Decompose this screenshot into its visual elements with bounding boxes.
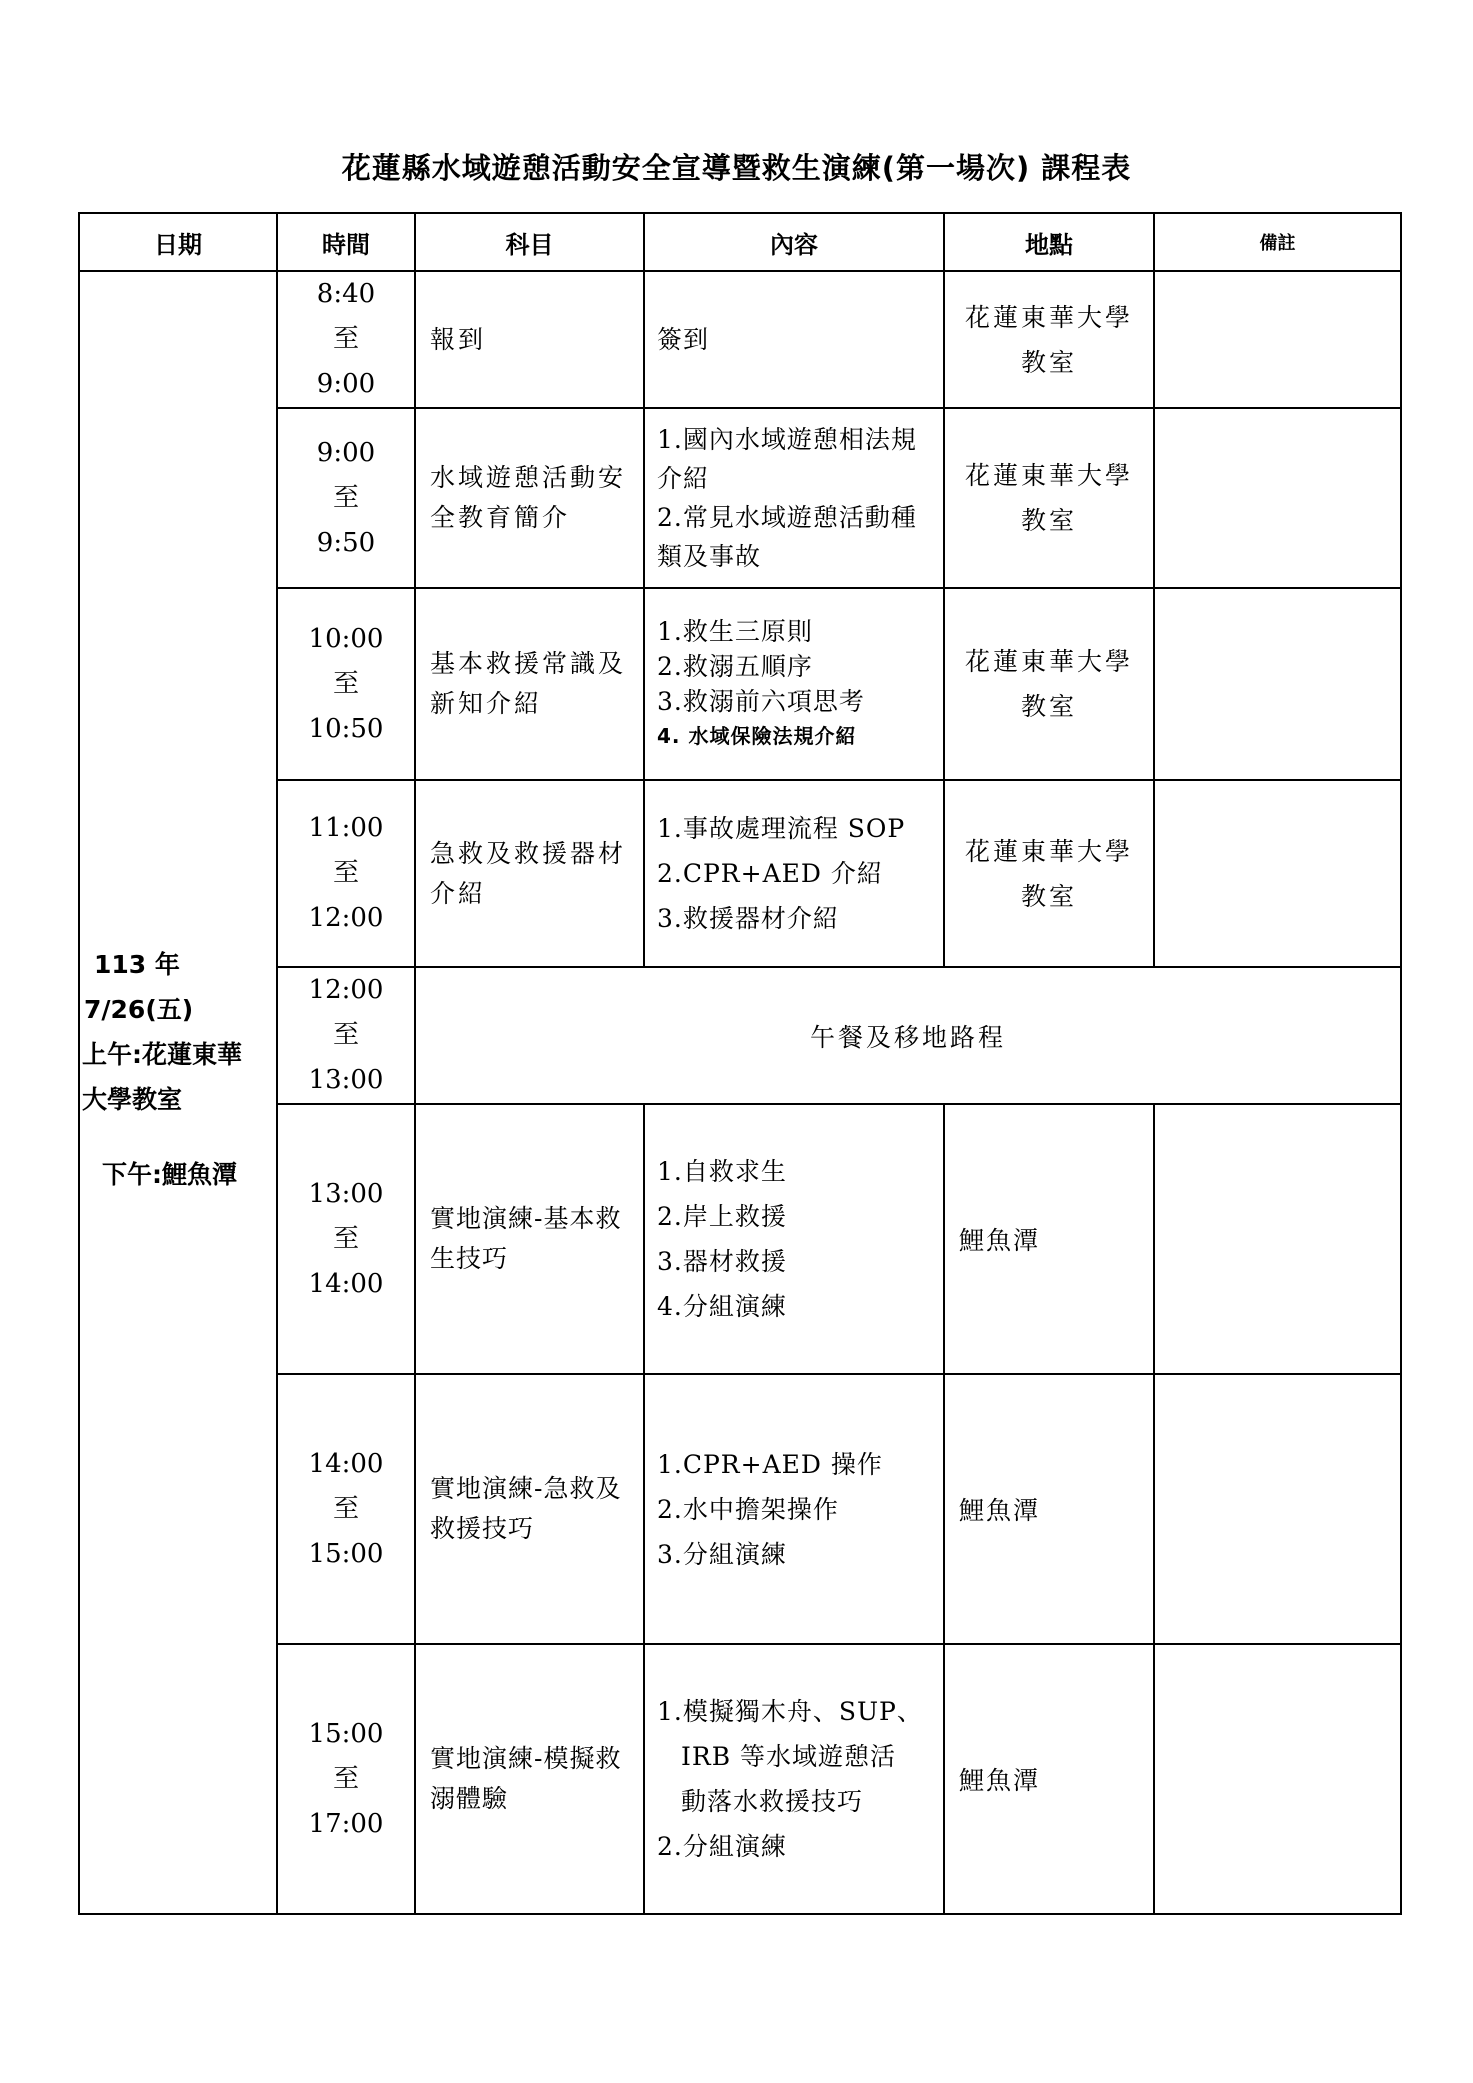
subject-cell: 實地演練-基本救生技巧 bbox=[415, 1104, 644, 1374]
time-end: 10:50 bbox=[308, 713, 384, 744]
content-cell bbox=[644, 1644, 944, 1914]
location-line1: 花蓮東華大學 bbox=[964, 461, 1133, 490]
content-item: 2.岸上救援 bbox=[657, 1202, 787, 1231]
content-item: 4. 水域保險法規介紹 bbox=[657, 724, 857, 748]
date-day: 7/26(五) bbox=[84, 995, 194, 1024]
location-line1: 花蓮東華大學 bbox=[964, 836, 1133, 866]
subject-cell: 急救及救援器材介紹 bbox=[415, 780, 644, 967]
time-end: 9:50 bbox=[316, 527, 376, 558]
table-row bbox=[79, 408, 1401, 588]
time-start: 12:00 bbox=[308, 975, 384, 1005]
table-row bbox=[79, 588, 1401, 780]
content-item: 1.CPR+AED 操作 bbox=[657, 1449, 883, 1479]
content-cell bbox=[644, 1104, 944, 1374]
note-cell bbox=[1154, 408, 1401, 588]
header-row bbox=[79, 213, 1401, 271]
time-start: 11:00 bbox=[308, 813, 384, 843]
time-end: 17:00 bbox=[308, 1808, 384, 1839]
time-cell bbox=[277, 780, 415, 967]
time-end: 15:00 bbox=[308, 1538, 384, 1569]
time-separator: 至 bbox=[332, 1493, 359, 1524]
time-start: 10:00 bbox=[308, 623, 384, 654]
location-cell bbox=[944, 780, 1154, 967]
content-item: 3.救援器材介紹 bbox=[657, 904, 839, 933]
content-cell bbox=[644, 271, 944, 408]
location-cell: 鯉魚潭 bbox=[944, 1104, 1154, 1374]
time-end: 9:00 bbox=[316, 369, 376, 399]
content-cell bbox=[644, 1374, 944, 1644]
time-start: 15:00 bbox=[308, 1718, 384, 1749]
content-item: 1.救生三原則 bbox=[657, 617, 813, 646]
location-cell bbox=[944, 588, 1154, 780]
time-cell bbox=[277, 967, 415, 1104]
time-start: 8:40 bbox=[316, 279, 376, 309]
content-item: 2.水中擔架操作 bbox=[657, 1494, 839, 1524]
date-am-line2: 大學教室 bbox=[82, 1085, 183, 1114]
location-line1: 花蓮東華大學 bbox=[964, 647, 1133, 676]
time-cell bbox=[277, 408, 415, 588]
note-cell bbox=[1154, 1104, 1401, 1374]
content-item: 3.救溺前六項思考 bbox=[657, 687, 865, 716]
time-cell bbox=[277, 1644, 415, 1914]
content-item: IRB 等水域遊憩活 bbox=[681, 1742, 897, 1771]
time-cell bbox=[277, 1104, 415, 1374]
header-time: 時間 bbox=[277, 213, 415, 271]
header-date: 日期 bbox=[79, 213, 277, 271]
location-cell bbox=[944, 271, 1154, 408]
content-item: 1.國內水域遊憩相法規介紹 bbox=[657, 425, 917, 493]
time-start: 13:00 bbox=[308, 1178, 384, 1209]
header-note: 備註 bbox=[1154, 213, 1401, 271]
content-item: 1.模擬獨木舟、SUP、 bbox=[657, 1697, 923, 1726]
time-separator: 至 bbox=[332, 482, 359, 513]
header-location: 地點 bbox=[944, 213, 1154, 271]
location-line2: 教室 bbox=[1020, 692, 1077, 721]
note-cell bbox=[1154, 1644, 1401, 1914]
location-line2: 教室 bbox=[1020, 881, 1077, 911]
schedule-table bbox=[78, 212, 1402, 1915]
date-am-line1: 上午:花蓮東華 bbox=[82, 1040, 242, 1069]
subject-cell: 水域遊憩活動安全教育簡介 bbox=[415, 408, 644, 588]
content-item: 動落水救援技巧 bbox=[681, 1787, 864, 1816]
page-title: 花蓮縣水域遊憩活動安全宣導暨救生演練(第一場次) 課程表 bbox=[341, 151, 1132, 185]
date-pm: 下午:鯉魚潭 bbox=[102, 1160, 237, 1189]
time-separator: 至 bbox=[332, 1763, 359, 1794]
content-item: 2.CPR+AED 介紹 bbox=[657, 859, 883, 888]
date-year: 113 年 bbox=[94, 950, 180, 979]
content-cell bbox=[644, 588, 944, 780]
content-item: 簽到 bbox=[657, 325, 710, 354]
content-item: 1.自救求生 bbox=[657, 1157, 787, 1186]
time-separator: 至 bbox=[332, 324, 359, 354]
content-item: 2.分組演練 bbox=[657, 1832, 787, 1861]
note-cell bbox=[1154, 588, 1401, 780]
content-item: 1.事故處理流程 SOP bbox=[657, 814, 906, 843]
table-row bbox=[79, 271, 1401, 408]
location-cell: 鯉魚潭 bbox=[944, 1374, 1154, 1644]
location-line2: 教室 bbox=[1020, 347, 1077, 377]
subject-cell: 實地演練-急救及救援技巧 bbox=[415, 1374, 644, 1644]
note-cell bbox=[1154, 271, 1401, 408]
note-cell bbox=[1154, 780, 1401, 967]
time-cell bbox=[277, 271, 415, 408]
time-separator: 至 bbox=[332, 858, 359, 888]
subject-cell: 實地演練-模擬救溺體驗 bbox=[415, 1644, 644, 1914]
table-row bbox=[79, 1104, 1401, 1374]
location-line1: 花蓮東華大學 bbox=[964, 302, 1133, 332]
header-subject: 科目 bbox=[415, 213, 644, 271]
time-cell bbox=[277, 588, 415, 780]
time-start: 14:00 bbox=[308, 1448, 384, 1479]
location-cell bbox=[944, 408, 1154, 588]
time-start: 9:00 bbox=[316, 437, 376, 468]
time-end: 12:00 bbox=[308, 903, 384, 933]
date-cell bbox=[79, 271, 277, 1914]
content-item: 2.救溺五順序 bbox=[657, 652, 813, 681]
location-line2: 教室 bbox=[1020, 506, 1077, 535]
time-end: 13:00 bbox=[308, 1065, 384, 1095]
time-separator: 至 bbox=[332, 1223, 359, 1254]
time-cell bbox=[277, 1374, 415, 1644]
subject-cell: 報到 bbox=[415, 271, 644, 408]
note-cell bbox=[1154, 1374, 1401, 1644]
location-cell: 鯉魚潭 bbox=[944, 1644, 1154, 1914]
content-item: 2.常見水域遊憩活動種類及事故 bbox=[657, 503, 917, 571]
content-item: 4.分組演練 bbox=[657, 1292, 787, 1321]
content-cell bbox=[644, 408, 944, 588]
content-item: 3.器材救援 bbox=[657, 1247, 787, 1276]
content-item: 3.分組演練 bbox=[657, 1539, 787, 1569]
lunch-break-cell: 午餐及移地路程 bbox=[415, 967, 1401, 1104]
table-row bbox=[79, 967, 1401, 1104]
time-separator: 至 bbox=[332, 668, 359, 699]
time-separator: 至 bbox=[332, 1020, 359, 1050]
table-row bbox=[79, 1374, 1401, 1644]
content-cell bbox=[644, 780, 944, 967]
subject-cell: 基本救援常識及新知介紹 bbox=[415, 588, 644, 780]
time-end: 14:00 bbox=[308, 1268, 384, 1299]
table-row bbox=[79, 1644, 1401, 1914]
table-row bbox=[79, 780, 1401, 967]
header-content: 內容 bbox=[644, 213, 944, 271]
